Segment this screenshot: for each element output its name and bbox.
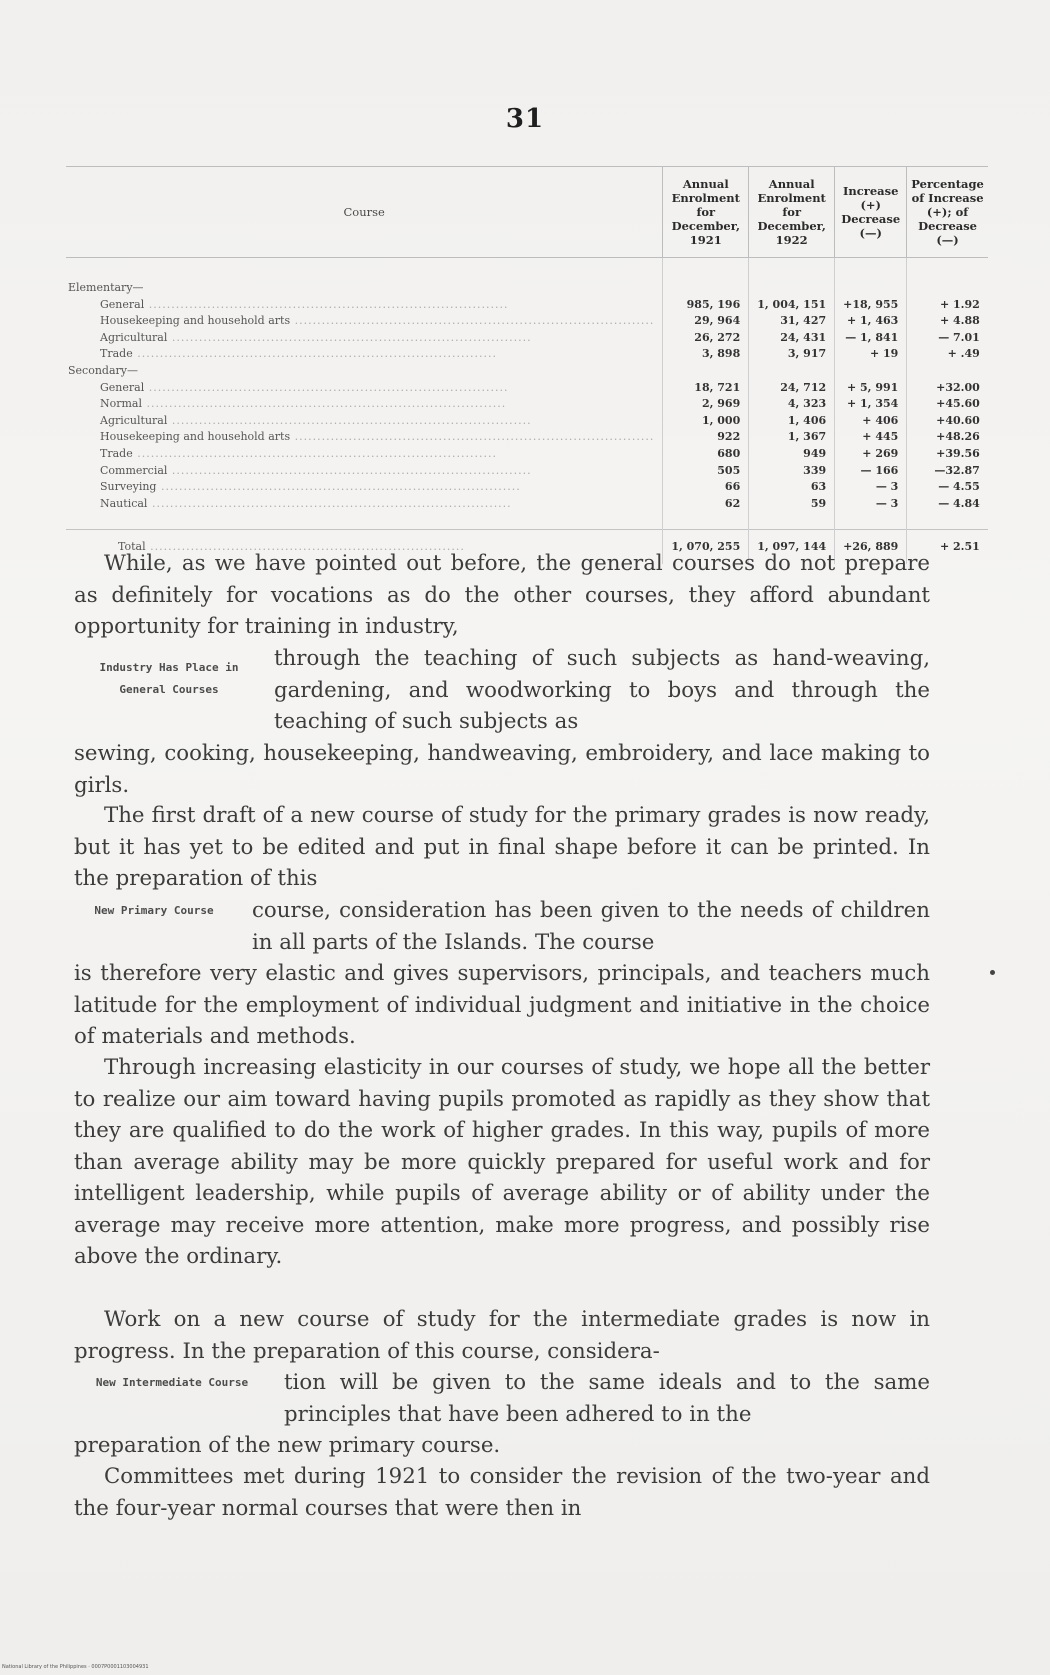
table-row [66, 297, 988, 314]
leader-dots: ................................................................................ [144, 380, 509, 394]
row-label [66, 413, 663, 430]
cell-change [835, 463, 907, 480]
cell-enrolment-1922 [749, 330, 835, 347]
row-label [66, 479, 663, 496]
cell-enrolment-1921-text: 1, 000 [701, 413, 741, 427]
cell-enrolment-1921 [663, 396, 749, 413]
total-enrolment-1921-text: 1, 070, 255 [671, 539, 741, 553]
cell-enrolment-1921-text: 2, 969 [701, 397, 741, 411]
row-label-text: Agricultural [100, 413, 168, 427]
cell-enrolment-1921 [663, 479, 749, 496]
cell-change-text: + 445 [862, 430, 899, 444]
cell-percent [907, 330, 988, 347]
group-elementary: Elementary— [68, 281, 144, 294]
cell-change-text: — 3 [875, 496, 899, 510]
header-enrolment-1921: Annual Enrolment for December, 1921 [663, 167, 749, 258]
table-row [66, 346, 988, 363]
table-row [66, 463, 988, 480]
row-label-text: Housekeeping and household arts [100, 430, 291, 444]
cell-percent [907, 479, 988, 496]
table-row [66, 413, 988, 430]
leader-dots: ................................................................................ [147, 496, 512, 510]
cell-percent [907, 313, 988, 330]
leader-dots: ...................................................................... [145, 539, 465, 553]
paragraph-4-side-block [74, 1367, 930, 1430]
row-label-text: Normal [100, 397, 143, 411]
cell-enrolment-1922-text: 339 [803, 463, 827, 477]
row-label [66, 496, 663, 513]
cell-percent [907, 413, 988, 430]
row-label-text: Nautical [100, 496, 148, 510]
cell-enrolment-1922-text: 59 [810, 496, 827, 510]
cell-percent-text: + 4.88 [939, 314, 980, 328]
stray-mark [990, 970, 995, 975]
row-label [66, 346, 663, 363]
cell-percent-text: +48.26 [936, 430, 980, 444]
cell-change-text: — 1, 841 [845, 330, 899, 344]
paragraph-1-lead [74, 548, 930, 643]
cell-enrolment-1921 [663, 463, 749, 480]
cell-enrolment-1921-text: 505 [717, 463, 741, 477]
table-row [66, 479, 988, 496]
total-percent-text: + 2.51 [939, 539, 980, 553]
enrolment-table [66, 166, 988, 564]
cell-percent-text: — 4.55 [938, 480, 980, 494]
cell-enrolment-1922-text: 1, 004, 151 [757, 297, 827, 311]
cell-change [835, 330, 907, 347]
leader-dots: ................................................................................ [132, 347, 497, 361]
cell-change [835, 297, 907, 314]
cell-change-text: — 3 [875, 480, 899, 494]
cell-change [835, 479, 907, 496]
header-percent: Percentage of Increase (+); of Decrease (—) [907, 167, 988, 258]
cell-change [835, 446, 907, 463]
paragraph-4-lead-text: Work on a new course of study for the intermediate grades is now in progress. In the preparation of this course, considera- [74, 1307, 930, 1364]
cell-percent [907, 346, 988, 363]
cell-percent-text: +39.56 [936, 446, 980, 460]
paragraph-1-side: through the teaching of such subjects as hand-weaving, gardening, and woodworking to boys and through the teaching of such subjects as [274, 646, 930, 734]
row-label [66, 429, 663, 446]
leader-dots: ................................................................................ [156, 480, 521, 494]
cell-enrolment-1921 [663, 346, 749, 363]
paragraph-2-lead-text: The first draft of a new course of study for the primary grades is now ready, but it has yet to be edited and put in final shape before it can be printed. In the preparation of this [74, 803, 930, 891]
cell-change [835, 313, 907, 330]
cell-change [835, 380, 907, 397]
cell-percent [907, 429, 988, 446]
cell-enrolment-1922-text: 4, 323 [787, 397, 827, 411]
paragraph-2-lead [74, 800, 930, 895]
cell-change-text: +18, 955 [843, 297, 899, 311]
paragraph-4-lead [74, 1304, 930, 1367]
cell-enrolment-1921-text: 922 [717, 430, 741, 444]
cell-enrolment-1922-text: 1, 406 [787, 413, 827, 427]
cell-enrolment-1922 [749, 346, 835, 363]
cell-percent [907, 396, 988, 413]
cell-percent [907, 463, 988, 480]
cell-enrolment-1921 [663, 297, 749, 314]
cell-enrolment-1921-text: 62 [724, 496, 741, 510]
cell-percent-text: — 4.84 [938, 496, 980, 510]
cell-change [835, 396, 907, 413]
table-row [66, 496, 988, 513]
cell-percent [907, 446, 988, 463]
cell-enrolment-1922-text: 24, 431 [780, 330, 827, 344]
paragraph-3-text: Through increasing elasticity in our courses of study, we hope all the better to realize our aim toward having pupils promoted as rapidly as they show that they are qualified to do the work of higher grades. In this way, pupils of more than average ability may be more quickly prepared for useful work and for intelligent leadership, while pupils of average ability or of ability under the average may receive more attention, make more progress, and possibly rise above the ordinary. [74, 1055, 930, 1269]
margin-note-intermediate: New Intermediate Course [95, 1376, 249, 1389]
header-course: Course [66, 167, 663, 258]
total-change-text: +26, 889 [843, 539, 899, 553]
cell-enrolment-1921-text: 3, 898 [701, 347, 741, 361]
cell-change-text: + 269 [862, 446, 899, 460]
cell-percent-text: +45.60 [936, 397, 980, 411]
cell-enrolment-1921 [663, 413, 749, 430]
row-label [66, 330, 663, 347]
row-label-text: Surveying [100, 480, 157, 494]
total-enrolment-1922-text: 1, 097, 144 [757, 539, 827, 553]
paragraph-2-tail: is therefore very elastic and gives supervisors, principals, and teachers much latitude for the employment of individual judgment and initiative in the choice of materials and methods. [74, 961, 930, 1049]
cell-percent-text: + 1.92 [939, 297, 980, 311]
cell-percent [907, 297, 988, 314]
cell-enrolment-1922 [749, 479, 835, 496]
cell-enrolment-1921-text: 26, 272 [694, 330, 741, 344]
header-change: Increase (+) Decrease (—) [835, 167, 907, 258]
cell-enrolment-1922-text: 949 [803, 446, 827, 460]
row-label [66, 297, 663, 314]
cell-change-text: + 19 [869, 347, 899, 361]
row-label-text: Agricultural [100, 330, 168, 344]
paragraph-5-text: Committees met during 1921 to consider the revision of the two-year and the four-year normal courses that were then in [74, 1464, 930, 1521]
cell-percent-text: +40.60 [936, 413, 980, 427]
table-row [66, 380, 988, 397]
cell-change-text: + 5, 991 [846, 380, 899, 394]
paragraph-4-side: tion will be given to the same ideals and to the same principles that have been adhered to in the [284, 1370, 930, 1427]
cell-enrolment-1922 [749, 297, 835, 314]
cell-change-text: + 406 [862, 413, 899, 427]
leader-dots: ................................................................................ [132, 446, 497, 460]
cell-change-text: + 1, 463 [846, 314, 899, 328]
leader-dots: ................................................................................ [142, 397, 507, 411]
cell-change [835, 429, 907, 446]
cell-enrolment-1921 [663, 446, 749, 463]
cell-percent-text: —32.87 [934, 463, 980, 477]
row-label [66, 446, 663, 463]
paragraph-2-side-block [74, 895, 930, 958]
cell-percent [907, 496, 988, 513]
cell-percent-text: — 7.01 [938, 330, 980, 344]
cell-enrolment-1922 [749, 396, 835, 413]
cell-enrolment-1922-text: 63 [810, 480, 827, 494]
cell-enrolment-1922-text: 3, 917 [787, 347, 827, 361]
cell-percent [907, 380, 988, 397]
cell-enrolment-1921 [663, 429, 749, 446]
group-secondary: Secondary— [68, 363, 138, 377]
leader-dots: ................................................................................ [144, 297, 509, 311]
row-label-text: Commercial [100, 463, 168, 477]
page-number: 31 [505, 104, 545, 134]
cell-percent-text: +32.00 [936, 380, 980, 394]
cell-enrolment-1922 [749, 496, 835, 513]
cell-enrolment-1921 [663, 496, 749, 513]
cell-enrolment-1921-text: 680 [717, 446, 741, 460]
table-row [66, 330, 988, 347]
paragraph-4-tail: preparation of the new primary course. [74, 1433, 501, 1458]
paragraph-1-tail: sewing, cooking, housekeeping, handweaving, embroidery, and lace making to girls. [74, 741, 930, 798]
table-row [66, 313, 988, 330]
row-label-text: General [100, 297, 145, 311]
cell-enrolment-1922 [749, 429, 835, 446]
paragraph-1-lead-text: While, as we have pointed out before, the general courses do not prepare as definitely for vocations as do the other courses, they afford abundant opportunity for training in industry, [74, 551, 930, 639]
cell-enrolment-1922-text: 24, 712 [780, 380, 827, 394]
leader-dots: ................................................................................ [167, 413, 532, 427]
cell-enrolment-1922 [749, 313, 835, 330]
cell-change-text: — 166 [860, 463, 899, 477]
leader-dots: ................................................................................ [290, 430, 655, 444]
paragraph-5 [74, 1461, 930, 1524]
paragraph-2-side: course, consideration has been given to the needs of children in all parts of the Islands. The course [252, 898, 930, 955]
table-row [66, 429, 988, 446]
cell-change [835, 413, 907, 430]
row-label [66, 396, 663, 413]
cell-enrolment-1921-text: 18, 721 [694, 380, 741, 394]
footer-credit: National Library of the Philippines · 0007P0001103004931 [2, 1664, 149, 1670]
leader-dots: ................................................................................ [167, 463, 532, 477]
cell-enrolment-1922-text: 31, 427 [780, 314, 827, 328]
row-label [66, 313, 663, 330]
table-row [66, 396, 988, 413]
cell-change [835, 346, 907, 363]
paragraph-3 [74, 1052, 930, 1273]
row-label [66, 463, 663, 480]
cell-enrolment-1921 [663, 380, 749, 397]
cell-enrolment-1922 [749, 446, 835, 463]
total-label-text: Total [118, 539, 146, 553]
cell-enrolment-1921-text: 29, 964 [694, 314, 741, 328]
cell-enrolment-1921-text: 985, 196 [686, 297, 741, 311]
cell-percent-text: + .49 [947, 347, 980, 361]
margin-note-industry: Industry Has Place in General Courses [99, 661, 239, 696]
margin-note-primary: New Primary Course [94, 904, 214, 917]
cell-enrolment-1922-text: 1, 367 [787, 430, 827, 444]
cell-enrolment-1922 [749, 380, 835, 397]
cell-enrolment-1922 [749, 463, 835, 480]
row-label-text: General [100, 380, 145, 394]
row-label [66, 380, 663, 397]
cell-change-text: + 1, 354 [846, 397, 899, 411]
row-label-text: Trade [100, 446, 133, 460]
cell-enrolment-1921 [663, 330, 749, 347]
row-label-text: Trade [100, 347, 133, 361]
leader-dots: ................................................................................ [167, 330, 532, 344]
cell-enrolment-1921-text: 66 [724, 480, 741, 494]
leader-dots: ................................................................................ [290, 314, 655, 328]
table-row [66, 446, 988, 463]
row-label-text: Housekeeping and household arts [100, 314, 291, 328]
paragraph-1-side-block [74, 643, 930, 738]
cell-enrolment-1922 [749, 413, 835, 430]
cell-enrolment-1921 [663, 313, 749, 330]
header-enrolment-1922: Annual Enrolment for December, 1922 [749, 167, 835, 258]
cell-change [835, 496, 907, 513]
